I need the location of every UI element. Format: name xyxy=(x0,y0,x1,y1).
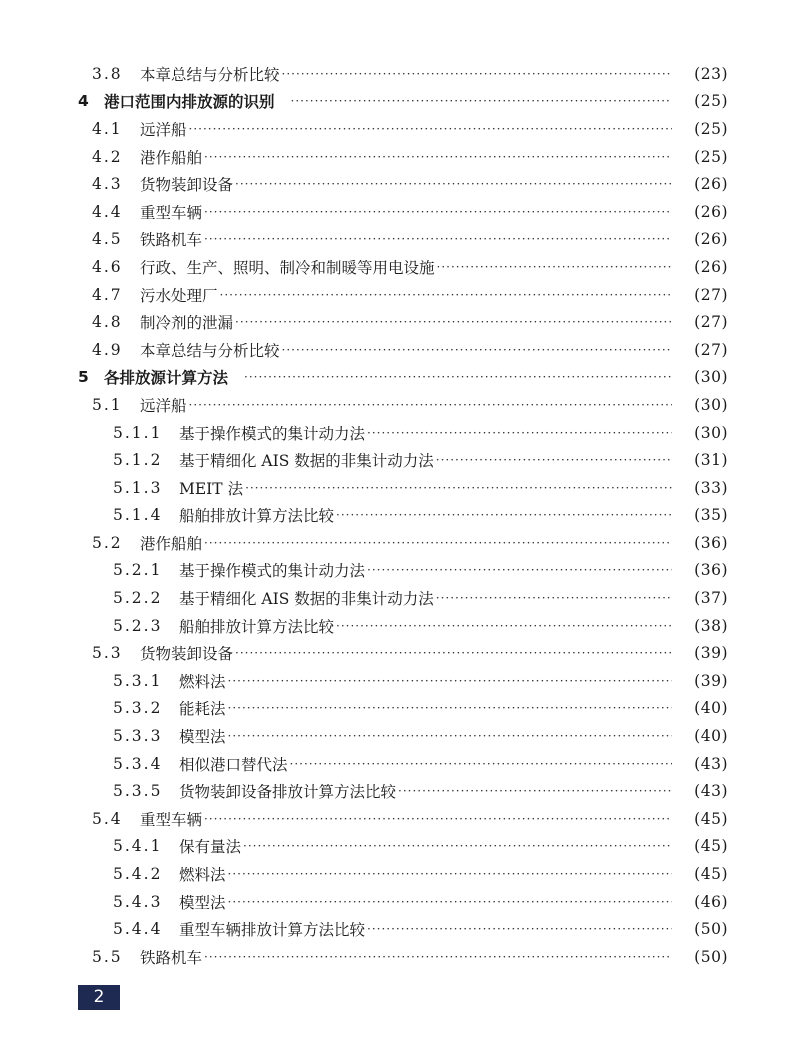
toc-entry-page: (25) xyxy=(694,147,728,166)
toc-entry[interactable] xyxy=(0,888,790,916)
toc-entry-page: (30) xyxy=(694,368,728,387)
toc-entry[interactable] xyxy=(0,695,790,723)
toc-entry[interactable] xyxy=(0,557,790,585)
toc-entry-number: 4.7 xyxy=(92,285,123,304)
toc-entry[interactable] xyxy=(0,667,790,695)
toc-entry[interactable] xyxy=(0,336,790,364)
toc-entry-title: 污水处理厂 xyxy=(140,286,218,305)
toc-entry-title: 基于精细化 AIS 数据的非集计动力法 xyxy=(179,452,434,471)
toc-entry-page: (36) xyxy=(694,533,728,552)
toc-entry-page: (40) xyxy=(694,727,728,746)
toc-entry-page: (30) xyxy=(694,423,728,442)
toc-entry-number: 5.4 xyxy=(92,809,123,828)
toc-entry-number: 5.3.5 xyxy=(113,782,163,801)
dot-leader xyxy=(228,729,672,743)
dot-leader xyxy=(228,674,672,688)
toc-entry-number: 4 xyxy=(78,92,91,111)
toc-entry-page: (50) xyxy=(694,920,728,939)
dot-leader xyxy=(189,122,672,136)
dot-leader xyxy=(243,839,672,853)
toc-entry-page: (27) xyxy=(694,313,728,332)
dot-leader xyxy=(245,481,672,495)
dot-leader xyxy=(282,343,672,357)
toc-entry-number: 4.6 xyxy=(92,257,123,276)
toc-entry-page: (39) xyxy=(694,671,728,690)
dot-leader xyxy=(204,150,672,164)
dot-leader xyxy=(367,922,672,936)
toc-entry[interactable] xyxy=(0,943,790,971)
page-number-badge: 2 xyxy=(78,985,120,1010)
toc-entry-page: (26) xyxy=(694,257,728,276)
toc-entry[interactable] xyxy=(0,60,790,88)
toc-entry-number: 5.1.2 xyxy=(113,451,163,470)
toc-entry[interactable] xyxy=(0,170,790,198)
dot-leader xyxy=(204,536,672,550)
toc-entry-title: 重型车辆 xyxy=(140,810,203,829)
toc-entry-title: 港作船舶 xyxy=(140,534,203,553)
toc-entry-number: 5.4.2 xyxy=(113,865,163,884)
toc-entry-page: (45) xyxy=(694,865,728,884)
toc-entry[interactable] xyxy=(0,502,790,530)
toc-entry-number: 5 xyxy=(78,368,91,387)
dot-leader xyxy=(436,591,672,605)
dot-leader xyxy=(228,701,672,715)
toc-entry-number: 5.4.3 xyxy=(113,892,163,911)
toc-entry-title: 重型车辆 xyxy=(140,203,203,222)
toc-entry-number: 5.3.2 xyxy=(113,699,163,718)
toc-entry-page: (27) xyxy=(694,340,728,359)
toc-entry-page: (43) xyxy=(694,782,728,801)
dot-leader xyxy=(367,563,672,577)
dot-leader xyxy=(291,94,672,108)
toc-entry-page: (26) xyxy=(694,175,728,194)
dot-leader xyxy=(228,895,672,909)
toc-entry[interactable] xyxy=(0,529,790,557)
dot-leader xyxy=(336,619,672,633)
dot-leader xyxy=(220,288,672,302)
toc-entry-page: (27) xyxy=(694,285,728,304)
toc-entry[interactable] xyxy=(0,474,790,502)
dot-leader xyxy=(336,508,672,522)
toc-entry-title: 燃料法 xyxy=(179,866,226,885)
toc-entry-title: 基于精细化 AIS 数据的非集计动力法 xyxy=(179,590,434,609)
toc-entry-title: MEIT 法 xyxy=(179,479,244,498)
toc-entry-title: 相似港口替代法 xyxy=(179,755,288,774)
dot-leader xyxy=(367,426,672,440)
toc-entry[interactable] xyxy=(0,750,790,778)
toc-entry[interactable] xyxy=(0,639,790,667)
toc-entry-number: 5.3.4 xyxy=(113,754,163,773)
toc-entry-number: 5.1 xyxy=(92,395,123,414)
dot-leader xyxy=(235,315,672,329)
toc-entry-title: 本章总结与分析比较 xyxy=(140,341,280,360)
toc-entry-title: 各排放源计算方法 xyxy=(104,369,229,388)
toc-entry[interactable] xyxy=(0,281,790,309)
toc-entry-page: (40) xyxy=(694,699,728,718)
toc-entry[interactable] xyxy=(0,860,790,888)
toc-entry-title: 模型法 xyxy=(179,893,226,912)
toc-entry-title: 保有量法 xyxy=(179,838,242,857)
dot-leader xyxy=(282,67,672,81)
toc-entry-title: 基于操作模式的集计动力法 xyxy=(179,424,366,443)
toc-entry-title: 远洋船 xyxy=(140,120,187,139)
toc-entry-number: 4.4 xyxy=(92,202,123,221)
dot-leader xyxy=(204,205,672,219)
toc-entry-title: 制冷剂的泄漏 xyxy=(140,314,234,333)
dot-leader xyxy=(189,398,672,412)
dot-leader xyxy=(290,757,672,771)
toc-entry-title: 货物装卸设备 xyxy=(140,645,234,664)
toc-entry[interactable] xyxy=(0,833,790,861)
toc-entry-page: (33) xyxy=(694,478,728,497)
toc-entry-number: 5.1.1 xyxy=(113,423,163,442)
toc-entry-number: 5.2.1 xyxy=(113,561,163,580)
toc-entry-title: 港作船舶 xyxy=(140,148,203,167)
dot-leader xyxy=(436,453,672,467)
toc-entry[interactable] xyxy=(0,722,790,750)
toc-entry-number: 4.1 xyxy=(92,119,123,138)
toc-entry-number: 4.5 xyxy=(92,230,123,249)
toc-entry-title: 能耗法 xyxy=(179,700,226,719)
dot-leader xyxy=(235,177,672,191)
dot-leader xyxy=(204,950,672,964)
toc-entry-number: 4.9 xyxy=(92,340,123,359)
toc-entry-number: 5.3 xyxy=(92,644,123,663)
toc-entry[interactable] xyxy=(0,88,790,116)
toc-entry[interactable] xyxy=(0,777,790,805)
toc-entry-title: 船舶排放计算方法比较 xyxy=(179,507,335,526)
toc-entry[interactable] xyxy=(0,612,790,640)
toc-entry-page: (30) xyxy=(694,395,728,414)
toc-entry-page: (26) xyxy=(694,230,728,249)
toc-entry[interactable] xyxy=(0,226,790,254)
toc-entry[interactable] xyxy=(0,419,790,447)
toc-entry-number: 5.3.3 xyxy=(113,727,163,746)
toc-entry-title: 模型法 xyxy=(179,728,226,747)
toc-entry-title: 燃料法 xyxy=(179,672,226,691)
toc-entry[interactable] xyxy=(0,308,790,336)
toc-entry-page: (43) xyxy=(694,754,728,773)
dot-leader xyxy=(244,370,672,384)
toc-entry-title: 港口范围内排放源的识别 xyxy=(104,93,275,112)
toc-entry[interactable] xyxy=(0,391,790,419)
toc-entry-number: 4.2 xyxy=(92,147,123,166)
toc-entry[interactable] xyxy=(0,253,790,281)
toc-entry-page: (39) xyxy=(694,644,728,663)
toc-entry-title: 行政、生产、照明、制冷和制暖等用电设施 xyxy=(140,258,435,277)
table-of-contents xyxy=(0,60,790,971)
toc-entry-number: 5.5 xyxy=(92,947,123,966)
toc-entry-title: 基于操作模式的集计动力法 xyxy=(179,562,366,581)
toc-entry-number: 5.1.4 xyxy=(113,506,163,525)
toc-entry-title: 货物装卸设备排放计算方法比较 xyxy=(179,783,397,802)
toc-entry-page: (37) xyxy=(694,589,728,608)
toc-entry[interactable] xyxy=(0,446,790,474)
toc-entry-number: 5.4.4 xyxy=(113,920,163,939)
toc-entry-page: (25) xyxy=(694,92,728,111)
toc-entry-title: 重型车辆排放计算方法比较 xyxy=(179,921,366,940)
toc-entry-page: (36) xyxy=(694,561,728,580)
dot-leader xyxy=(204,812,672,826)
toc-entry-title: 远洋船 xyxy=(140,396,187,415)
toc-entry[interactable] xyxy=(0,915,790,943)
toc-entry-title: 铁路机车 xyxy=(140,948,203,967)
toc-entry-title: 铁路机车 xyxy=(140,231,203,250)
toc-entry-title: 本章总结与分析比较 xyxy=(140,65,280,84)
toc-entry-title: 船舶排放计算方法比较 xyxy=(179,617,335,636)
toc-entry-page: (45) xyxy=(694,809,728,828)
toc-entry-title: 货物装卸设备 xyxy=(140,176,234,195)
toc-entry-number: 4.3 xyxy=(92,175,123,194)
toc-entry[interactable] xyxy=(0,198,790,226)
toc-entry-number: 5.2 xyxy=(92,533,123,552)
dot-leader xyxy=(228,867,672,881)
toc-entry-number: 5.1.3 xyxy=(113,478,163,497)
toc-entry-number: 5.2.3 xyxy=(113,616,163,635)
toc-entry-page: (23) xyxy=(694,64,728,83)
dot-leader xyxy=(437,260,672,274)
toc-entry-page: (46) xyxy=(694,892,728,911)
dot-leader xyxy=(204,232,672,246)
toc-entry-page: (26) xyxy=(694,202,728,221)
toc-entry[interactable] xyxy=(0,584,790,612)
toc-entry-number: 5.4.1 xyxy=(113,837,163,856)
toc-entry[interactable] xyxy=(0,805,790,833)
toc-entry-page: (31) xyxy=(694,451,728,470)
toc-entry-page: (50) xyxy=(694,947,728,966)
toc-entry-page: (45) xyxy=(694,837,728,856)
toc-entry-number: 5.2.2 xyxy=(113,589,163,608)
toc-entry-number: 3.8 xyxy=(92,64,123,83)
toc-entry-page: (25) xyxy=(694,119,728,138)
toc-entry[interactable] xyxy=(0,364,790,392)
toc-entry-page: (35) xyxy=(694,506,728,525)
dot-leader xyxy=(398,784,672,798)
toc-entry-number: 5.3.1 xyxy=(113,671,163,690)
toc-entry-number: 4.8 xyxy=(92,313,123,332)
toc-entry-page: (38) xyxy=(694,616,728,635)
toc-entry[interactable] xyxy=(0,115,790,143)
toc-entry[interactable] xyxy=(0,143,790,171)
dot-leader xyxy=(235,646,672,660)
